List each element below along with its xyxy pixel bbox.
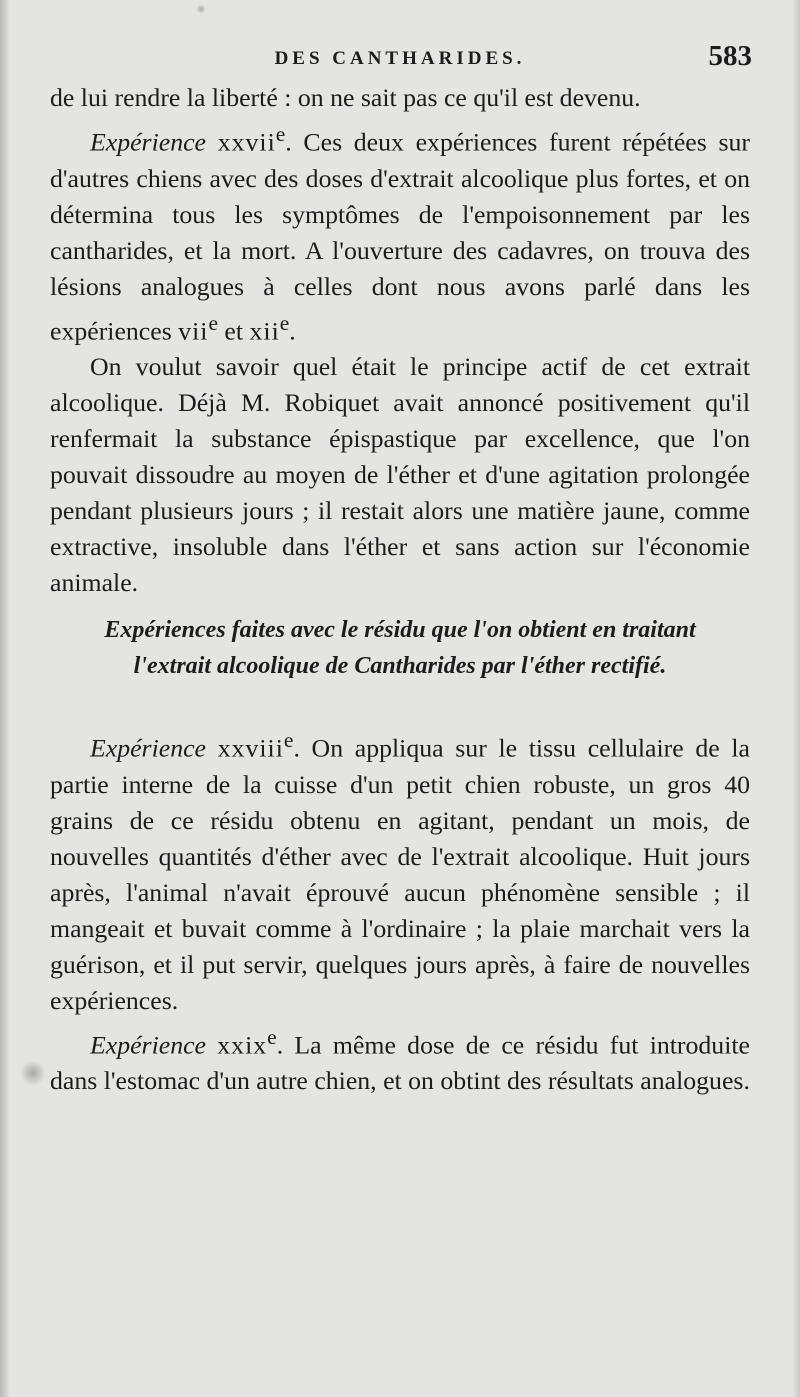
experience-label: Expérience [90, 733, 207, 763]
reference-suffix: e [208, 310, 218, 335]
ink-spot [196, 4, 206, 14]
reference-suffix: e [279, 310, 290, 335]
section-heading-line: Expériences faites avec le résidu que l'on obtient en traitant [104, 617, 696, 643]
reference-number: vii [178, 316, 209, 346]
reference-join: et [217, 316, 250, 346]
paragraph-robiquet: On voulut savoir quel était le principe actif de cet extrait alcoolique. Déjà M. Robiquet avait annoncé positivement qu'il renfermait la substance épispastique par excellence, que l'on pouvait dissoudre au moyen de l'éther et d'une agitation prolongée pendant plusieurs jours ; il restait alors une matière jaune, comme extractive, insoluble dans l'éther et sans action sur l'économie animale. [50, 352, 750, 598]
paragraph-experience-29 [50, 1019, 750, 1100]
page-header [40, 40, 760, 80]
experience-suffix: e [283, 728, 294, 752]
experience-label: Expérience [90, 127, 207, 157]
sentence-end: . [289, 316, 296, 346]
experience-text: . Ces deux expériences furent répétées sur d'autres chiens avec des doses d'extrait alcoolique plus fortes, et on détermina tous les symptômes de l'empoisonnement par les cantharides, et la mort. A l'ouverture des cadavres, on trouva des lésions analogues à celles dont nous avons parlé dans les expériences [50, 127, 750, 346]
experience-suffix: e [275, 122, 286, 146]
experience-label: Expérience [90, 1030, 207, 1060]
paragraph-experience-27 [50, 116, 750, 349]
experience-number: xxvii [217, 127, 276, 157]
bottom-text-block [50, 722, 750, 1099]
reference-number: xii [249, 316, 280, 346]
experience-number: xxix [217, 1030, 268, 1060]
ink-smudge [20, 1060, 46, 1086]
experience-text: . La même dose de ce résidu fut introduite dans l'estomac d'un autre chien, et on obtint des résultats analogues. [50, 1030, 750, 1096]
top-text-block [50, 80, 750, 601]
experience-suffix: e [267, 1024, 277, 1049]
section-heading-line: l'extrait alcoolique de Cantharides par l'éther rectifié. [133, 653, 667, 679]
experience-number: xxviii [217, 733, 284, 763]
paragraph-experience-28 [50, 722, 750, 1019]
running-head: DES CANTHARIDES. [274, 48, 526, 69]
page-number: 583 [708, 40, 752, 72]
experience-text: . On appliqua sur le tissu cellulaire de la partie interne de la cuisse d'un petit chien robuste, un gros 40 grains de ce résidu obtenu en agitant, pendant un mois, de nouvelles quantités d'éther avec de l'extrait alcoolique. Huit jours après, l'animal n'avait éprouvé aucun phénomène sensible ; il mangeait et buvait comme à l'ordinaire ; la plaie marchait vers la guérison, et il put servir, quelques jours après, à faire de nouvelles expériences. [50, 733, 750, 1015]
continuation-line: de lui rendre la liberté : on ne sait pas ce qu'il est devenu. [50, 83, 641, 112]
section-heading [50, 612, 750, 684]
